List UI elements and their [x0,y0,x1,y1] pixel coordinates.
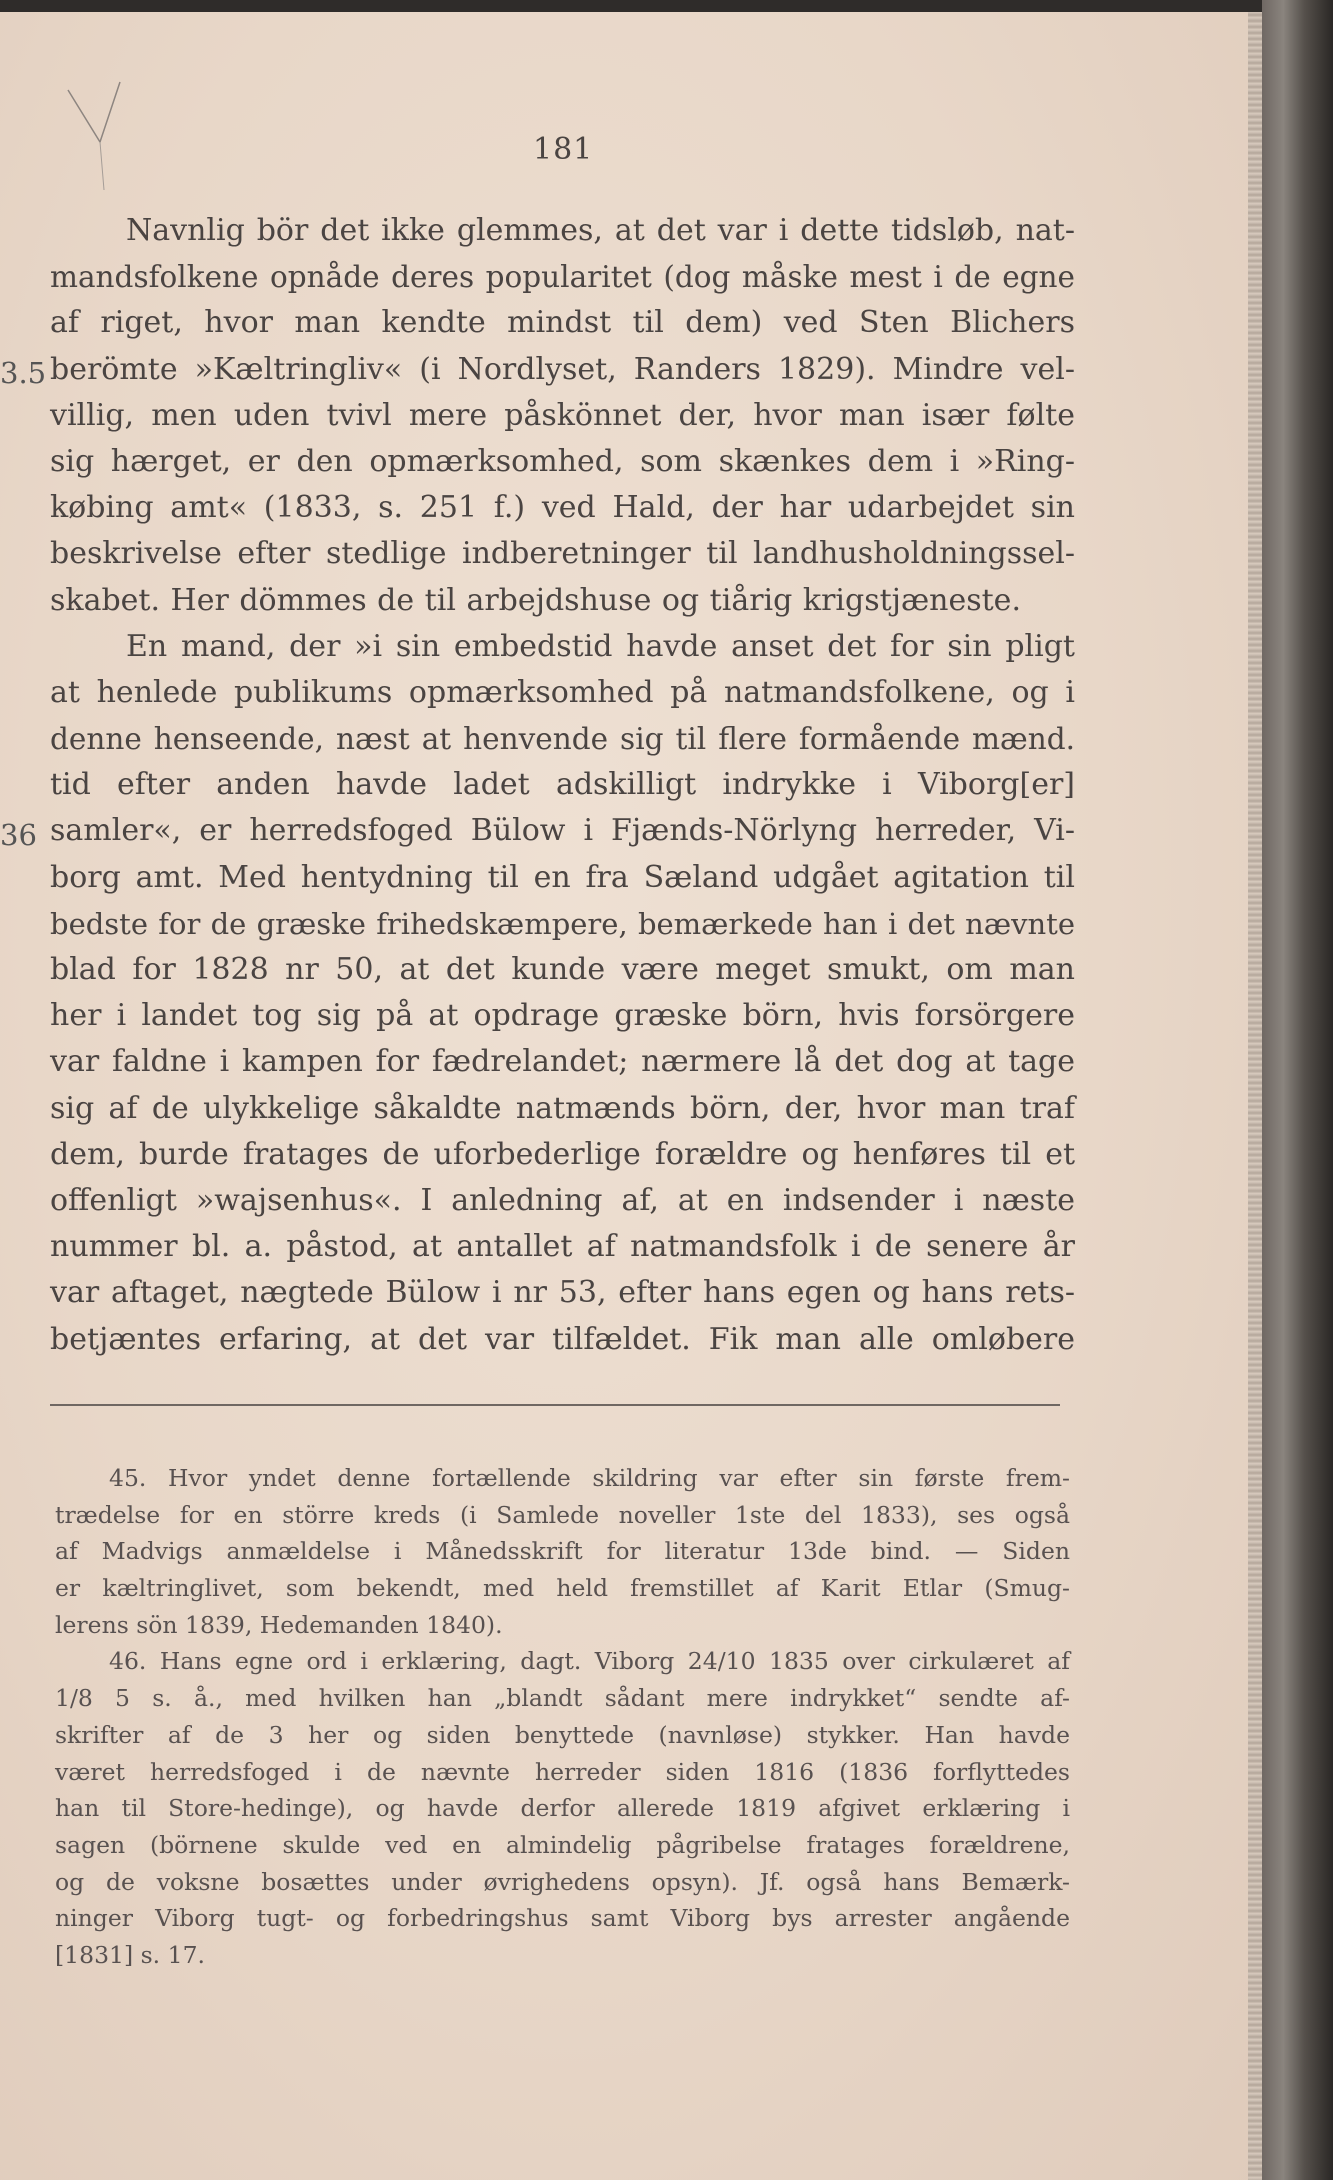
text-line: var faldne i kampen for fædrelandet; nærmere lå det dog at tage [50,1044,1075,1080]
text-line: En mand, der »i sin embedstid havde anset det for sin pligt [126,628,1075,664]
margin-line-number: 36 [0,818,37,852]
pencil-mark [60,72,140,192]
margin-line-number: 3.5 [0,356,47,390]
footnote-line: [1831] s. 17. [55,1940,205,1969]
footnote-line: af Madvigs anmældelse i Månedsskrift for literatur 13de bind. — Siden [55,1537,1070,1566]
text-line: af riget, hvor man kendte mindst til dem) ved Sten Blichers [50,305,1075,341]
text-line: berömte »Kæltringliv« (i Nordlyset, Randers 1829). Mindre vel- [50,351,1075,387]
footnote-line: er kæltringlivet, som bekendt, med held fremstillet af Karit Etlar (Smug- [55,1574,1070,1603]
text-line: betjæntes erfaring, at det var tilfældet. Fik man alle omløbere [50,1321,1075,1357]
footnote-line: og de voksne bosættes under øvrighedens opsyn). Jf. også hans Bemærk- [55,1867,1070,1896]
text-line: denne henseende, næst at henvende sig til flere formående mænd. [50,722,1075,757]
text-line: at henlede publikums opmærksomhed på natmandsfolkene, og i [50,674,1075,710]
footnotes [55,1460,1070,1974]
footnote-divider [50,1404,1060,1406]
footnote-line: han til Store-hedinge), og havde derfor allerede 1819 afgivet erklæring i [55,1794,1070,1823]
text-line: blad for 1828 nr 50, at det kunde være meget smukt, om man [50,952,1075,987]
text-line: skabet. Her dömmes de til arbejdshuse og tiårig krigstjæneste. [50,582,1021,618]
book-spine [1262,0,1333,2180]
text-line: tid efter anden havde ladet adskilligt indrykke i Viborg[er] [50,767,1075,803]
book-page [0,12,1262,2180]
text-line: sig hærget, er den opmærksomhed, som skænkes dem i »Ring- [50,443,1075,479]
footnote-line: ninger Viborg tugt- og forbedringshus samt Viborg bys arrester angående [55,1904,1070,1933]
text-line: dem, burde fratages de uforbederlige forældre og henføres til et [50,1136,1075,1172]
footnote-line: sagen (börnene skulde ved en almindelig pågribelse fratages forældrene, [55,1830,1070,1859]
footnote-line: trædelse for en större kreds (i Samlede noveller 1ste del 1833), ses også [55,1500,1070,1529]
text-line: købing amt« (1833, s. 251 f.) ved Hald, der har udarbejdet sin [50,490,1075,526]
text-line: Navnlig bör det ikke glemmes, at det var i dette tidsløb, nat- [126,213,1075,248]
body-text [50,208,1075,1363]
text-line: offenligt »wajsenhus«. I anledning af, at en indsender i næste [50,1182,1075,1218]
text-line: nummer bl. a. påstod, at antallet af natmandsfolk i de senere år [50,1229,1075,1265]
text-line: sig af de ulykkelige såkaldte natmænds börn, der, hvor man traf [50,1090,1075,1126]
text-line: var aftaget, nægtede Bülow i nr 53, efter hans egen og hans rets- [50,1275,1075,1311]
footnote-line: lerens sön 1839, Hedemanden 1840). [55,1610,503,1639]
text-line: samler«, er herredsfoged Bülow i Fjænds-Nörlyng herreder, Vi- [50,813,1075,849]
footnote-line: skrifter af de 3 her og siden benyttede (navnløse) stykker. Han havde [55,1720,1070,1749]
text-line: bedste for de græske frihedskæmpere, bemærkede han i det nævnte [50,906,1075,941]
page-number: 181 [533,132,594,167]
text-line: borg amt. Med hentydning til en fra Sæland udgået agitation til [50,859,1075,895]
text-line: mandsfolkene opnåde deres popularitet (dog måske mest i de egne [50,260,1075,295]
footnote-line: 46. Hans egne ord i erklæring, dagt. Viborg 24/10 1835 over cirkulæret af [109,1647,1070,1676]
text-line: beskrivelse efter stedlige indberetninger til landhusholdningssel- [50,536,1075,572]
footnote-line: 1/8 5 s. å., med hvilken han „blandt sådant mere indrykket“ sendte af- [55,1684,1070,1713]
footnote-line: 45. Hvor yndet denne fortællende skildring var efter sin første frem- [109,1464,1070,1492]
text-line: villig, men uden tvivl mere påskönnet der, hvor man især følte [50,397,1075,433]
text-line: her i landet tog sig på at opdrage græske börn, hvis forsörgere [50,998,1075,1034]
footnote-line: været herredsfoged i de nævnte herreder siden 1816 (1836 forflyttedes [55,1757,1070,1786]
